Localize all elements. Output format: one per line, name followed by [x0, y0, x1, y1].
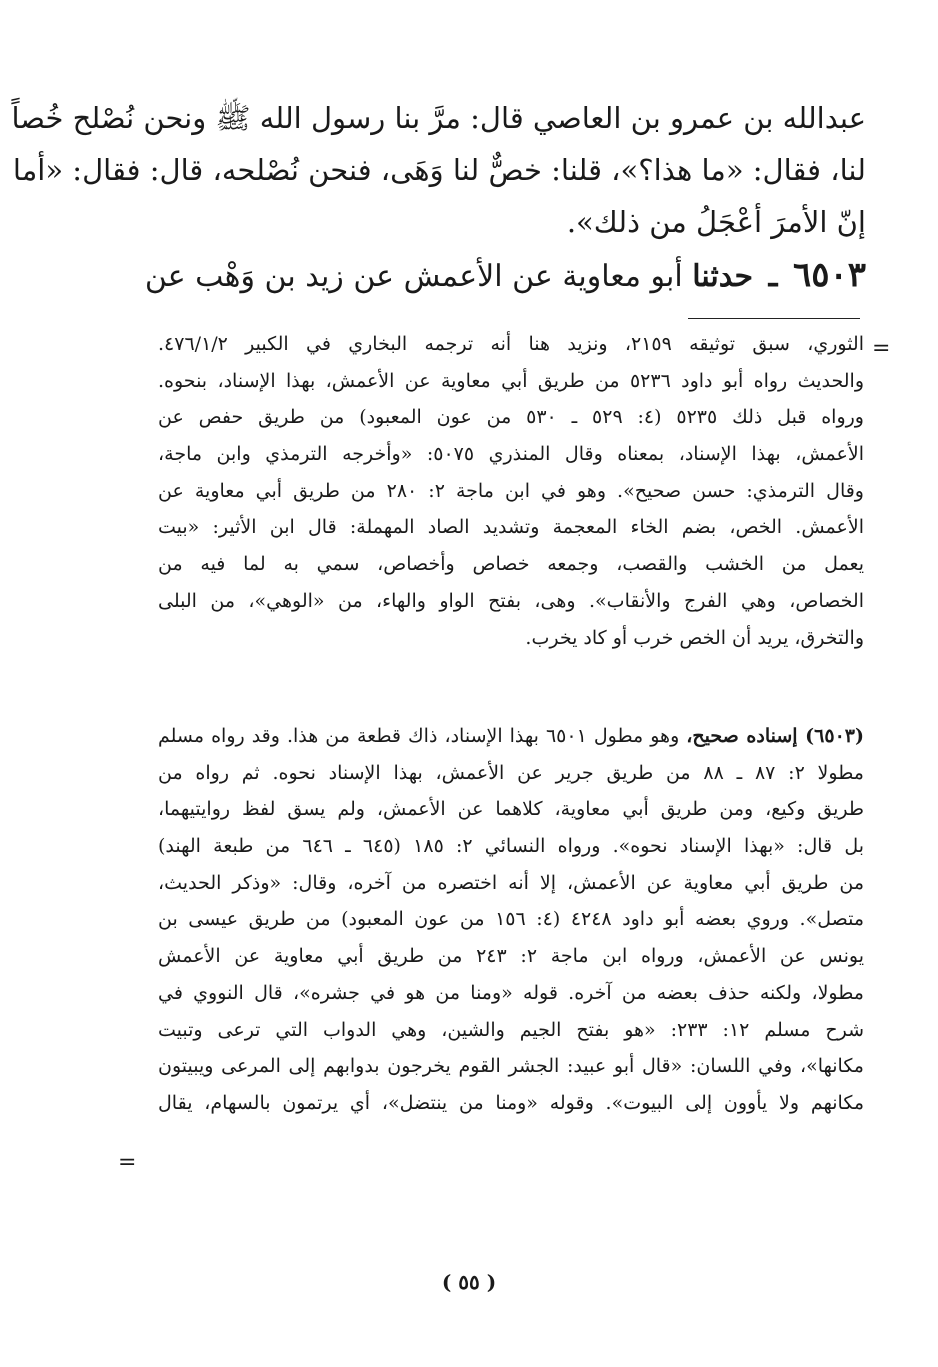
footnote-line: والحديث رواه أبو داود ٥٢٣٦ من طريق أبي معاوية عن الأعمش، بهذا الإسناد، بنحوه. [158, 369, 864, 392]
footnote-line: الأعمش، بهذا الإسناد، بمعناه وقال المنذري ٥٠٧٥: «وأخرجه الترمذي وابن ماجة، [158, 443, 864, 466]
main-hadith-text [11, 92, 866, 302]
footnote-line: من طريق أبي معاوية عن الأعمش، إلا أنه اختصره من آخره، وقال: «وذكر الحديث، [158, 871, 864, 894]
hadith-heading [144, 248, 866, 302]
page-number: ( ٥٥ ) [441, 1270, 497, 1294]
footnote-line: يونس عن الأعمش، ورواه ابن ماجة ٢: ٢٤٣ من طريق أبي معاوية عن الأعمش [158, 945, 864, 968]
footnote-line: مطولا، ولكنه حذف بعضه من آخره. قوله «ومنا من هو في جشره»، قال النووي في [158, 981, 864, 1004]
footnotes-previous-hadith [158, 326, 864, 656]
footnote-line: ورواه قبل ذلك ٥٢٣٥ (٤: ٥٢٩ ـ ٥٣٠ من عون المعبود) من طريق حفص عن [158, 406, 864, 429]
footnote-line: وقال الترمذي: حسن صحيح». وهو في ابن ماجة ٢: ٢٨٠ من طريق أبي معاوية عن [158, 479, 864, 502]
footnote-line: مكانهم ولا يأوون إلى البيوت». وقوله «ومنا من ينتضل»، أي يرتمون بالسهام، يقال [158, 1091, 864, 1114]
footnote-line: يعمل من الخشب والقصب، وجمعه خصاص وأخصاص، سمي به لما فيه من [158, 553, 864, 576]
footnote-line: الثوري، سبق توثيقه ٢١٥٩، ونزيد هنا أنه ترجمه البخاري في الكبير ٤٧٦/١/٢. [158, 333, 864, 355]
footnote-line: الأعمش. الخص، بضم الخاء المعجمة وتشديد الصاد المهملة: قال ابن الأثير: «بيت [158, 516, 864, 539]
main-text-line: إنّ الأمرَ أعْجَلُ من ذلك». [566, 205, 866, 239]
footnote-separator-rule [688, 318, 860, 319]
footnote-line: طريق وكيع، ومن طريق أبي معاوية، كلاهما عن الأعمش، ولم يسق لفظ روايتيهما، [158, 798, 864, 821]
hadith-dash: ـ [768, 259, 778, 294]
hadith-opening-word: حدثنا [692, 259, 754, 294]
hadith-number: ٦٥٠٣ [792, 255, 866, 295]
continuation-mark-top: = [872, 336, 891, 361]
hadith-chain-text: أبو معاوية عن الأعمش عن زيد بن وَهْب عن [144, 259, 683, 294]
footnote-line: متصل». وروي بعضه أبو داود ٤٢٤٨ (٤: ١٥٦ من عون المعبود) من طريق عيسى بن [158, 908, 864, 931]
footnote-label: (٦٥٠٣) إسناده صحيح، [686, 725, 864, 747]
footnote-line: مطولا ٢: ٨٧ ـ ٨٨ من طريق جرير عن الأعمش، بهذا الإسناد نحوه. ثم رواه من [158, 761, 864, 784]
main-text-line: لنا، فقال: «ما هذا؟»، قلنا: خصٌّ لنا وَهَى، فنحن نُصْلحه، قال: فقال: «أما [12, 153, 866, 187]
continuation-mark-bottom: = [118, 1150, 137, 1175]
footnote-first-line [158, 718, 864, 755]
footnote-line: بل قال: «بهذا الإسناد نحوه». ورواه النسائي ٢: ١٨٥ (٦٤٥ ـ ٦٤٦ من طبعة الهند) [158, 835, 864, 858]
main-text-line: عبدالله بن عمرو بن العاصي قال: مرَّ بنا رسول الله ﷺ ونحن نُصْلح خُصاً [11, 101, 866, 135]
footnote-line: مكانها»، وفي اللسان: «قال أبو عبيد: الجشر القوم يخرجون بدوابهم إلى المرعى ويبيتون [158, 1055, 864, 1078]
footnote-line: الخصاص، وهي الفرج والأنقاب». وهى، بفتح الواو والهاء، من «الوهي»، من البلى [158, 589, 864, 612]
footnote-line: والتخرق، يريد أن الخص خرب أو كاد يخرب. [525, 626, 864, 649]
footnote-first-line-text: وهو مطول ٦٥٠١ بهذا الإسناد، ذاك قطعة من هذا. وقد رواه مسلم [158, 725, 680, 747]
footnote-line: شرح مسلم ١٢: ٢٣٣: «هو بفتح الجيم والشين، وهي الدواب التي ترعى وتبيت [158, 1018, 864, 1041]
footnotes-hadith-6503 [158, 718, 864, 1122]
